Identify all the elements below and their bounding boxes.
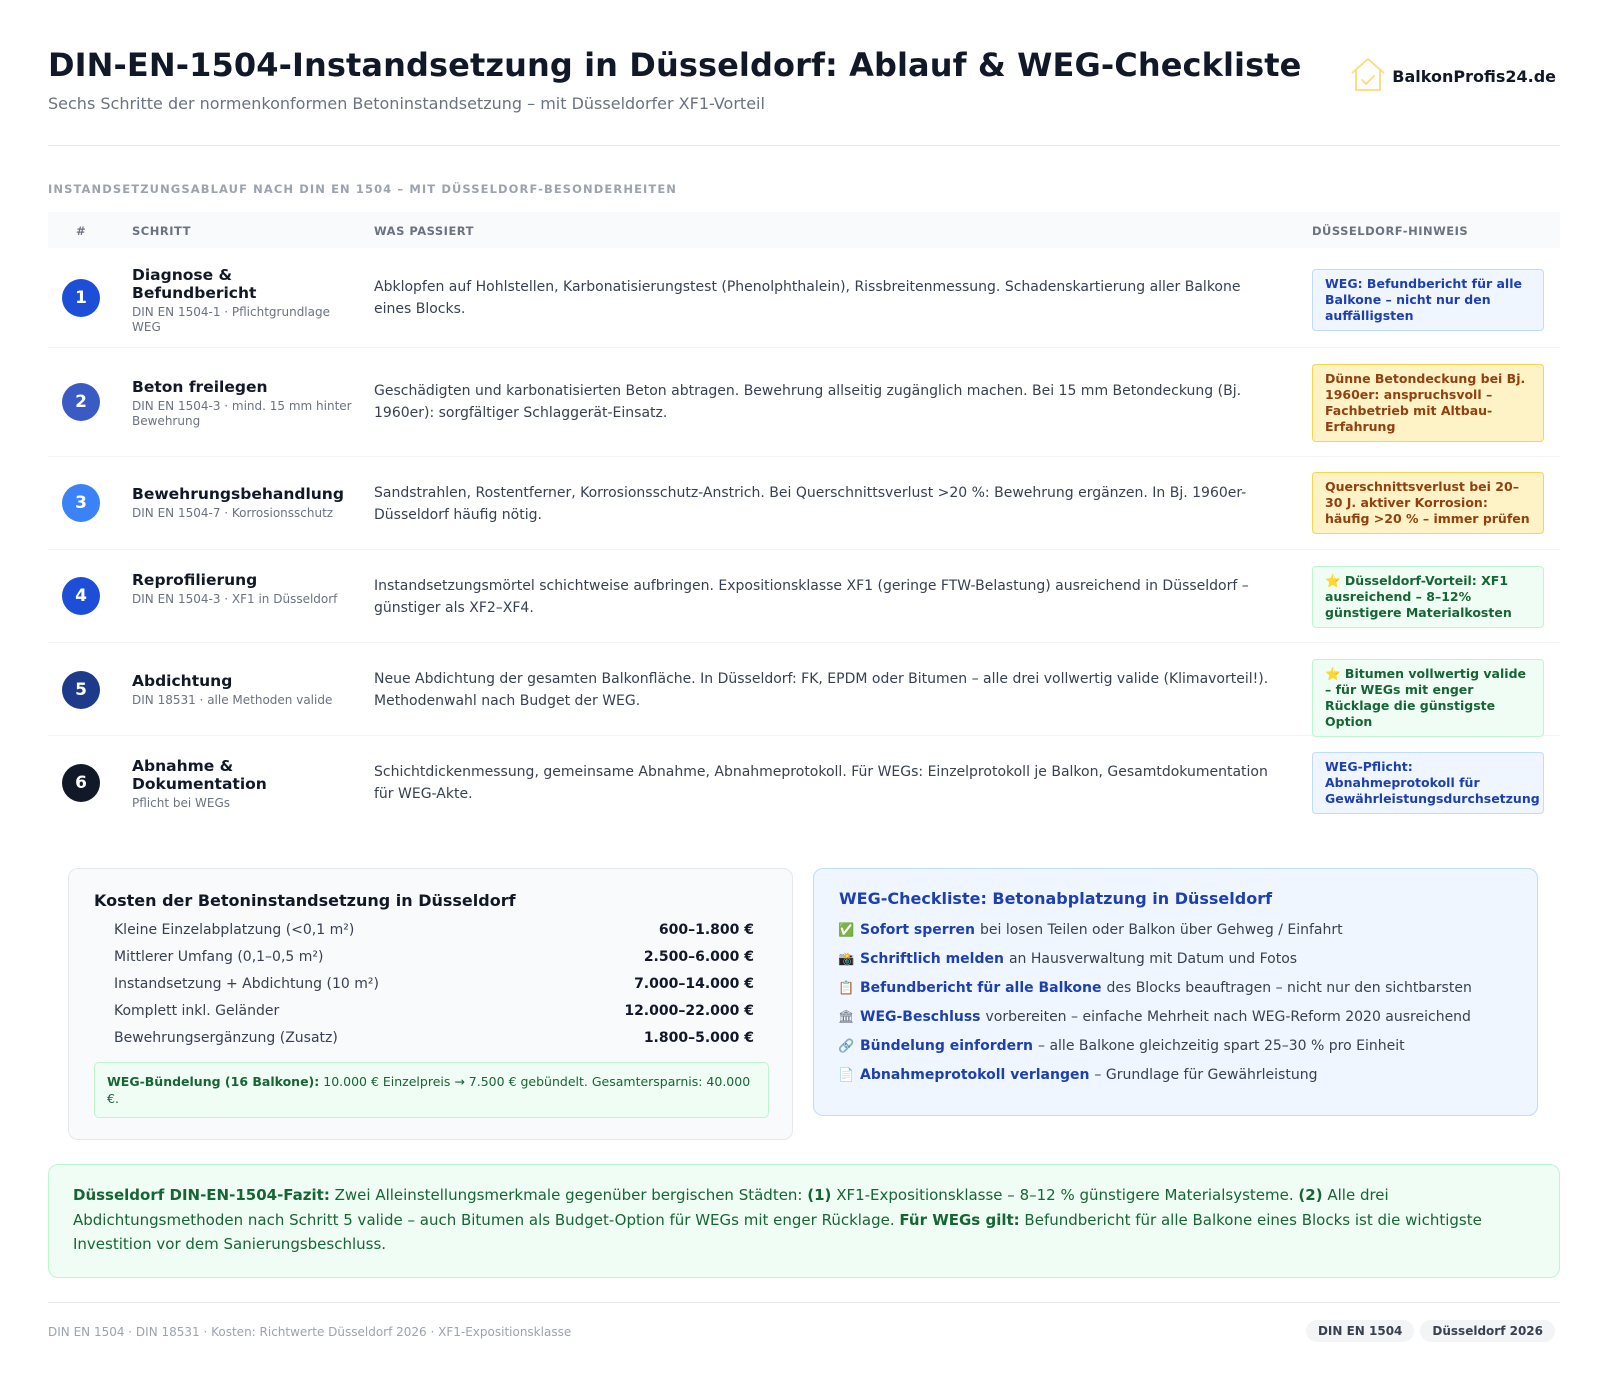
tag-city-year: Düsseldorf 2026 [1420, 1320, 1555, 1342]
document-icon: 📄 [838, 1067, 855, 1083]
step-number-badge: 6 [62, 764, 100, 802]
header-hint: DÜSSELDORF-HINWEIS [1312, 224, 1469, 238]
page-subtitle: Sechs Schritte der normenkonformen Betoninstandsetzung – mit Düsseldorfer XF1-Vorteil [48, 94, 765, 113]
cost-row [114, 922, 754, 942]
cost-card [68, 868, 793, 1140]
summary-point-2: (2) [1298, 1186, 1323, 1204]
step-number-badge: 1 [62, 279, 100, 317]
duesseldorf-hint: ⭐ Düsseldorf-Vorteil: XF1 ausreichend – 8–12% günstigere Materialkosten [1312, 566, 1544, 628]
step-cell [132, 266, 352, 335]
footer-tags [1306, 1320, 1555, 1342]
header-number: # [76, 224, 87, 238]
step-number-badge: 2 [62, 383, 100, 421]
bundling-note [94, 1062, 769, 1118]
checklist-text: vorbereiten – einfache Mehrheit nach WEG-Reform 2020 ausreichend [985, 1009, 1471, 1025]
cost-label: Kleine Einzelabplatzung (<0,1 m²) [114, 922, 355, 938]
checklist-text: des Blocks beauftragen – nicht nur den sichtbarsten [1106, 980, 1472, 996]
duesseldorf-hint: WEG: Befundbericht für alle Balkone – nicht nur den auffälligsten [1312, 269, 1544, 331]
cost-row [114, 1030, 754, 1050]
summary-point-1: (1) [807, 1186, 832, 1204]
step-title: Bewehrungsbehandlung [132, 485, 344, 503]
header-description: WAS PASSIERT [374, 224, 474, 238]
checklist-text: an Hausverwaltung mit Datum und Fotos [1008, 951, 1298, 967]
summary-text: Befundbericht für alle Balkone eines Blocks ist die wichtigste Investition vor dem Sanierungsbeschluss. [73, 1210, 1482, 1253]
checkmark-icon: ✅ [838, 922, 855, 938]
table-row [48, 736, 1560, 829]
step-description: Geschädigten und karbonatisierten Beton abtragen. Bewehrung allseitig zugänglich machen. Bei 15 mm Betondeckung (Bj. 1960er): sorgfältiger Schlaggerät-Einsatz. [374, 383, 1242, 421]
cost-value: 7.000–14.000 € [634, 976, 754, 992]
summary-text: Zwei Alleinstellungsmerkmale gegenüber bergischen Städten: [329, 1186, 808, 1204]
checklist-item [838, 948, 1528, 970]
checklist-title: WEG-Checkliste: Betonabplatzung in Düsseldorf [839, 889, 1273, 908]
duesseldorf-hint: Dünne Betondeckung bei Bj. 1960er: anspruchsvoll – Fachbetrieb mit Altbau-Erfahrung [1312, 364, 1544, 442]
checklist-action: Bündelung einfordern [860, 1038, 1034, 1054]
footer-sources: DIN EN 1504 · DIN 18531 · Kosten: Richtwerte Düsseldorf 2026 · XF1-Expositionsklasse [48, 1325, 572, 1339]
cost-value: 2.500–6.000 € [643, 949, 754, 965]
table-row [48, 550, 1560, 643]
step-cell [132, 378, 352, 429]
step-norm: DIN 18531 · alle Methoden valide [132, 693, 333, 707]
section-label: INSTANDSETZUNGSABLAUF NACH DIN EN 1504 – MIT DÜSSELDORF-BESONDERHEITEN [48, 182, 678, 196]
cost-row [114, 1003, 754, 1023]
step-description: Neue Abdichtung der gesamten Balkonfläche. In Düsseldorf: FK, EPDM oder Bitumen – alle drei vollwertig valide (Klimavorteil!). Methodenwahl nach Budget der WEG. [374, 671, 1269, 709]
step-norm: DIN EN 1504-7 · Korrosionsschutz [132, 506, 334, 520]
bundling-note-text: 10.000 € Einzelpreis → 7.500 € gebündelt. Gesamtersparnis: 40.000 €. [107, 1074, 751, 1106]
checklist-text: – alle Balkone gleichzeitig spart 25–30 % pro Einheit [1038, 1038, 1405, 1054]
cost-row [114, 949, 754, 969]
steps-table [48, 212, 1560, 829]
cost-row [114, 976, 754, 996]
step-title: Beton freilegen [132, 378, 268, 396]
step-cell [132, 571, 352, 607]
checklist-action: Befundbericht für alle Balkone [860, 980, 1102, 996]
step-description: Schichtdickenmessung, gemeinsame Abnahme, Abnahmeprotokoll. Für WEGs: Einzelprotokoll je Balkon, Gesamtdokumentation für WEG-Akte. [374, 764, 1268, 802]
duesseldorf-hint: WEG-Pflicht: Abnahmeprotokoll für Gewährleistungsdurchsetzung [1312, 752, 1544, 814]
step-cell [132, 672, 352, 708]
cost-value: 12.000–22.000 € [624, 1003, 754, 1019]
page-title: DIN-EN-1504-Instandsetzung in Düsseldorf: Ablauf & WEG-Checkliste [48, 46, 1302, 84]
step-title: Abnahme & Dokumentation [132, 757, 267, 793]
summary-heading: Düsseldorf DIN-EN-1504-Fazit: [73, 1186, 330, 1204]
step-number-badge: 4 [62, 577, 100, 615]
checklist-item [838, 1064, 1528, 1086]
header-step: SCHRITT [132, 224, 191, 238]
duesseldorf-hint: ⭐ Bitumen vollwertig valide – für WEGs mit enger Rücklage die günstigste Option [1312, 659, 1544, 737]
step-number-badge: 5 [62, 671, 100, 709]
step-norm: DIN EN 1504-1 · Pflichtgrundlage WEG [132, 305, 330, 334]
bundling-note-label: WEG-Bündelung (16 Balkone): [107, 1074, 320, 1089]
weg-checklist-card [813, 868, 1538, 1116]
checklist-item [838, 1035, 1528, 1057]
step-description: Abklopfen auf Hohlstellen, Karbonatisierungstest (Phenolphthalein), Rissbreitenmessung. Schadenskartierung aller Balkone eines Blocks. [374, 279, 1241, 317]
step-title: Diagnose & Befundbericht [132, 266, 257, 302]
cost-title: Kosten der Betoninstandsetzung in Düsseldorf [94, 891, 516, 910]
step-cell [132, 757, 352, 811]
tag-din: DIN EN 1504 [1306, 1320, 1414, 1342]
brand-name: BalkonProfis24.de [1392, 66, 1556, 86]
duesseldorf-hint: Querschnittsverlust bei 20–30 J. aktiver Korrosion: häufig >20 % – immer prüfen [1312, 472, 1544, 534]
checklist-action: Abnahmeprotokoll verlangen [860, 1067, 1090, 1083]
table-row [48, 457, 1560, 550]
table-row [48, 348, 1560, 457]
table-header [48, 212, 1560, 248]
step-cell [132, 485, 352, 521]
step-norm: DIN EN 1504-3 · mind. 15 mm hinter Bewehrung [132, 399, 352, 428]
step-title: Reprofilierung [132, 571, 258, 589]
checklist-action: Sofort sperren [860, 922, 976, 938]
summary-box [48, 1164, 1560, 1278]
checklist-text: – Grundlage für Gewährleistung [1094, 1067, 1318, 1083]
house-check-icon [1348, 54, 1388, 98]
checklist-text: bei losen Teilen oder Balkon über Gehweg / Einfahrt [980, 922, 1343, 938]
checklist-item [838, 919, 1528, 941]
summary-text: Alle drei Abdichtungsmethoden nach Schritt 5 valide – auch Bitumen als Budget-Option für WEGs mit enger Rücklage. [73, 1186, 1389, 1229]
cost-label: Instandsetzung + Abdichtung (10 m²) [114, 976, 379, 992]
checklist-item [838, 1006, 1528, 1028]
step-description: Instandsetzungsmörtel schichtweise aufbringen. Expositionsklasse XF1 (geringe FTW-Belastung) ausreichend in Düsseldorf – günstiger als XF2–XF4. [374, 578, 1249, 616]
cost-label: Komplett inkl. Geländer [114, 1003, 280, 1019]
cost-label: Bewehrungsergänzung (Zusatz) [114, 1030, 338, 1046]
step-description: Sandstrahlen, Rostentferner, Korrosionsschutz-Anstrich. Bei Querschnittsverlust >20 %: Bewehrung ergänzen. In Bj. 1960er-Düsseldorf häufig nötig. [374, 485, 1247, 523]
footer-divider [48, 1302, 1560, 1303]
cost-label: Mittlerer Umfang (0,1–0,5 m²) [114, 949, 324, 965]
table-row [48, 643, 1560, 736]
step-norm: Pflicht bei WEGs [132, 796, 230, 810]
building-icon: 🏛 [838, 1009, 855, 1025]
cost-value: 600–1.800 € [658, 922, 754, 938]
step-title: Abdichtung [132, 672, 233, 690]
clipboard-icon: 📋 [838, 980, 855, 996]
summary-weg-label: Für WEGs gilt: [899, 1210, 1020, 1229]
cost-value: 1.800–5.000 € [643, 1030, 754, 1046]
checklist-action: WEG-Beschluss [860, 1009, 981, 1025]
camera-icon: 📸 [838, 951, 855, 967]
step-norm: DIN EN 1504-3 · XF1 in Düsseldorf [132, 592, 338, 606]
checklist-item [838, 977, 1528, 999]
page-header [48, 46, 1560, 146]
checklist-action: Schriftlich melden [860, 951, 1004, 967]
brand-logo[interactable] [1348, 54, 1556, 98]
table-row [48, 248, 1560, 348]
step-number-badge: 3 [62, 484, 100, 522]
summary-text: XF1-Expositionsklasse – 8–12 % günstigere Materialsysteme. [831, 1186, 1299, 1204]
link-icon: 🔗 [838, 1038, 855, 1054]
